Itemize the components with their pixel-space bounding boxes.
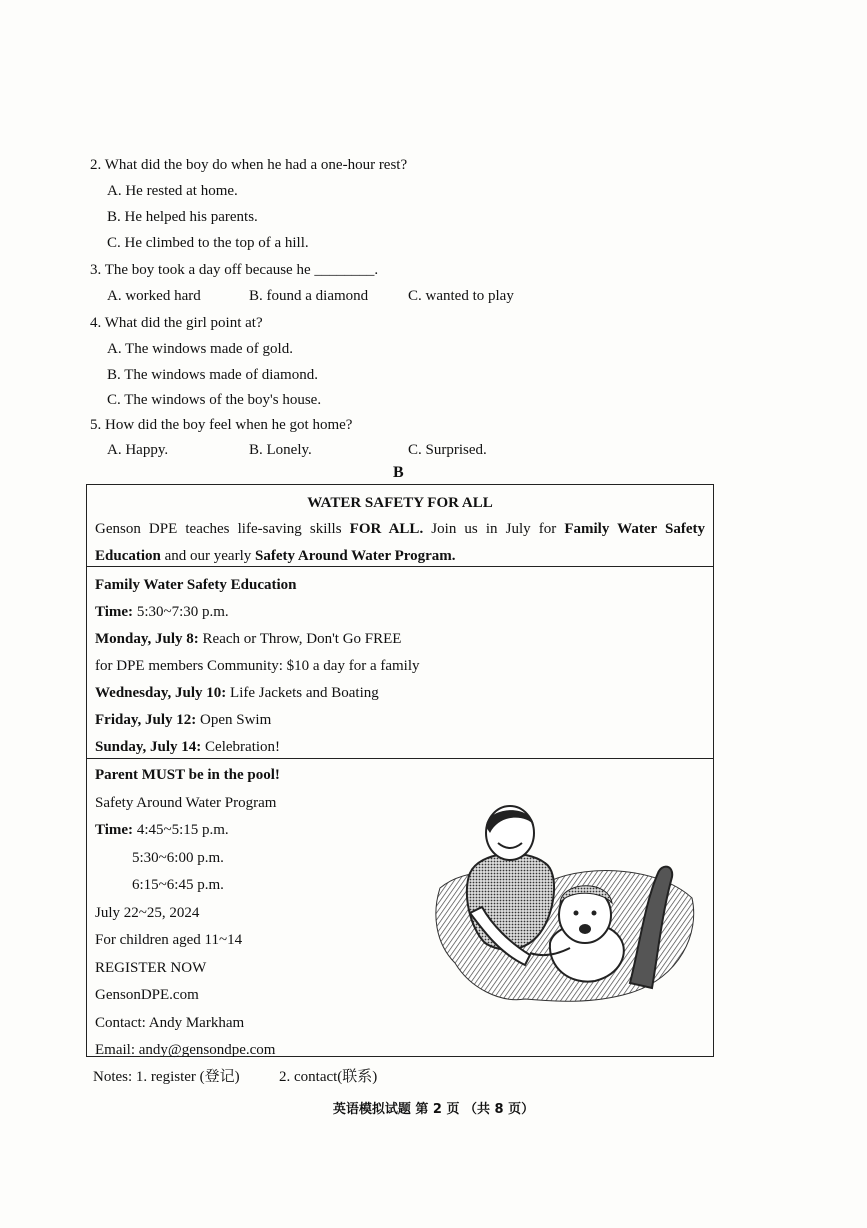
sunday-label: Sunday, July 14: (95, 739, 202, 755)
family-sunday (95, 737, 280, 757)
family-time (95, 602, 229, 622)
question-5-stem: 5. How did the boy feel when he got home? (90, 417, 353, 433)
notice-intro-line-1 (95, 519, 705, 539)
intro-text-1: Genson DPE teaches life-saving skills (95, 521, 350, 537)
question-3-option-c: C. wanted to play (408, 288, 514, 304)
question-5-option-b: B. Lonely. (249, 442, 312, 458)
program-email: Email: andy@gensondpe.com (95, 1042, 276, 1058)
question-5-option-c: C. Surprised. (408, 442, 487, 458)
note-1: Notes: 1. register (登记) (93, 1069, 240, 1085)
intro-text-3: and our yearly (160, 548, 255, 564)
program-time-3: 6:15~6:45 p.m. (132, 877, 224, 893)
monday-label: Monday, July 8: (95, 631, 199, 647)
program-contact: Contact: Andy Markham (95, 1015, 245, 1031)
program-time-1 (95, 820, 229, 840)
program-ages: For children aged 11~14 (95, 932, 243, 948)
program-time-label: Time: (95, 822, 134, 838)
notice-intro-line-2 (95, 546, 456, 566)
question-2-option-b: B. He helped his parents. (107, 209, 258, 225)
family-wednesday (95, 683, 379, 703)
sunday-value: Celebration! (201, 739, 281, 755)
program-website: GensonDPE.com (95, 987, 199, 1003)
question-4-option-c: C. The windows of the boy's house. (107, 392, 322, 408)
question-2-option-c: C. He climbed to the top of a hill. (107, 235, 309, 251)
family-heading: Family Water Safety Education (95, 577, 297, 593)
friday-label: Friday, July 12: (95, 712, 197, 728)
family-education-block (87, 567, 713, 759)
pool-illustration (430, 803, 702, 1008)
parent-note: Parent MUST be in the pool! (95, 767, 280, 783)
family-monday (95, 629, 401, 649)
question-3-stem: 3. The boy took a day off because he ________. (90, 262, 379, 278)
intro-for-all: FOR ALL. (349, 521, 424, 537)
question-3-option-a: A. worked hard (107, 288, 201, 304)
register-now: REGISTER NOW (95, 960, 207, 976)
program-time-2: 5:30~6:00 p.m. (132, 850, 224, 866)
wednesday-label: Wednesday, July 10: (95, 685, 227, 701)
intro-education: Education (95, 548, 161, 564)
page-footer: 英语模拟试题 第 2 页 （共 8 页） (332, 1102, 535, 1117)
intro-safety-around-water: Safety Around Water Program. (255, 548, 456, 564)
notice-title: WATER SAFETY FOR ALL (307, 495, 493, 511)
program-name: Safety Around Water Program (95, 795, 277, 811)
notice-intro-block (87, 485, 713, 567)
question-2-option-a: A. He rested at home. (107, 183, 238, 199)
family-members-line: for DPE members Community: $10 a day for a family (95, 658, 420, 674)
question-4-option-b: B. The windows made of diamond. (107, 367, 318, 383)
wednesday-value: Life Jackets and Boating (226, 685, 379, 701)
section-letter: B (393, 464, 404, 481)
family-time-label: Time: (95, 604, 134, 620)
family-time-value: 5:30~7:30 p.m. (133, 604, 229, 620)
program-time-1-value: 4:45~5:15 p.m. (133, 822, 229, 838)
family-friday (95, 710, 271, 730)
question-3-option-b: B. found a diamond (249, 288, 369, 304)
question-2-stem: 2. What did the boy do when he had a one-hour rest? (90, 157, 408, 173)
monday-value: Reach or Throw, Don't Go FREE (198, 631, 402, 647)
friday-value: Open Swim (196, 712, 272, 728)
program-dates: July 22~25, 2024 (95, 905, 200, 921)
question-4-option-a: A. The windows made of gold. (107, 341, 293, 357)
question-4-stem: 4. What did the girl point at? (90, 315, 263, 331)
question-5-option-a: A. Happy. (107, 442, 169, 458)
note-2: 2. contact(联系) (279, 1069, 378, 1085)
intro-family-water-safety: Family Water Safety (564, 521, 705, 537)
intro-text-2: Join us in July for (423, 521, 565, 537)
